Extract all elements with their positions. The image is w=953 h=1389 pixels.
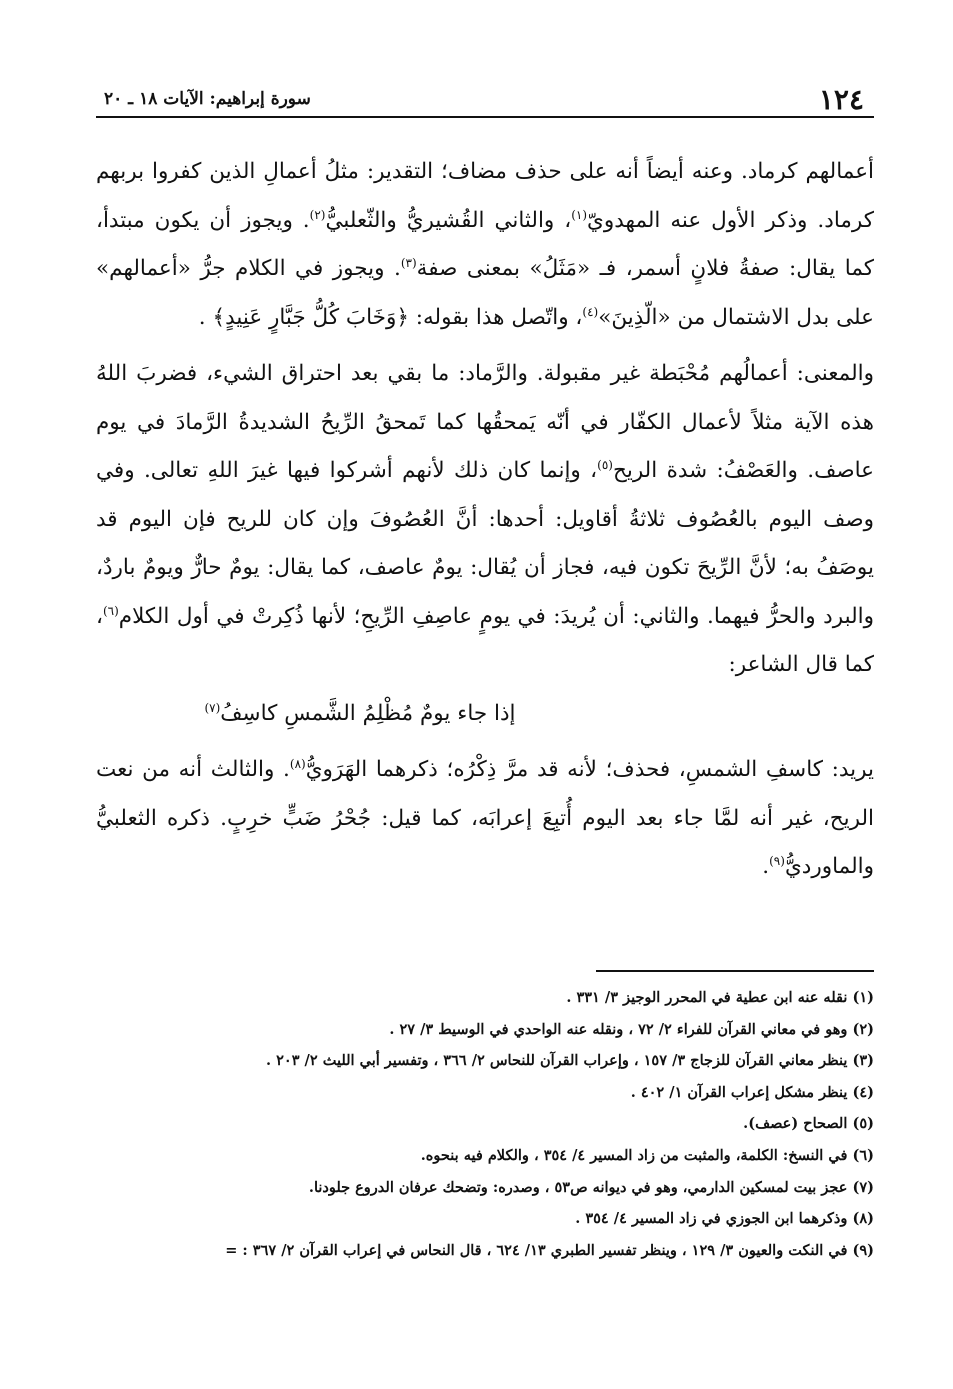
text-run: أعمالهم كرماد. وعنه أيضاً أنه على حذف مضاف؛ التقدير: مثلُ أعمالِ الذين كفروا بربهم كرماد. وذكر الأول عنه المهدويّ	[96, 159, 874, 233]
text-run: ، كما قال الشاعر:	[96, 603, 874, 677]
text-run: ، وإنما كان ذلك لأنهم أشركوا فيها غيرَ اللهِ تعالى. وفي وصف اليوم بالعُصُوف ثلاثةُ أقاويل: أحدها: أنَّ العُصُوفَ وإن كان للريح فإن اليوم قد يوصَفُ به؛ لأنَّ الرِّيحَ تكون فيه، فجاز أن يُقال: يومٌ عاصف، كما يقال: يومٌ حارٌّ ويومٌ باردٌ، والبرد والحرُّ فيهما. والثاني: أن يُريدَ: في يومٍ عاصِفِ الرِّيحِ؛ لأنها ذُكِرتْ في أول الكلام	[96, 458, 874, 629]
footnote-item	[96, 1172, 874, 1204]
footnote-number: (٤)	[852, 1083, 874, 1101]
verse-text: إذا جاء يومٌ مُظْلِمُ الشَّمسِ كاسِفُ	[220, 700, 516, 726]
footnote-item	[96, 1108, 874, 1140]
footnote-ref-8[interactable]: (٨)	[289, 756, 306, 771]
verse-line	[96, 690, 874, 739]
footnote-item	[96, 982, 874, 1014]
footnote-text: ينظر معاني القرآن للزجاج ٣/ ١٥٧ ، وإعراب القرآن للنحاس ٢/ ٣٦٦ ، وتفسير أبي الليث ٢/ ٢٠٣ .	[266, 1052, 848, 1070]
footnotes	[96, 982, 874, 1266]
footnote-number: (٢)	[852, 1020, 874, 1038]
footnote-item	[96, 1203, 874, 1235]
footnote-item	[96, 1140, 874, 1172]
text-run: . والثالث أنه من نعت الريح، غير أنه لمَّا جاء بعد اليوم أُتبِعَ إعرابَه، كما قيل: جُحْرُ ضَبٍّ خرِبٍ. ذكره الثعلبيُّ والماورديُّ	[96, 757, 874, 879]
text-run: . ويجوز أن يكون مبتدأ، كما يقال: صفةُ فلانٍ أسمر، فـ «مَثَلُ» بمعنى صفة	[96, 207, 874, 281]
footnote-number: (٧)	[852, 1178, 874, 1196]
footnote-ref-7[interactable]: (٧)	[204, 700, 221, 715]
text-run: ، والثاني القُشيريُّ والثّعلبيُّ	[325, 207, 572, 233]
main-text	[96, 148, 874, 892]
footnote-number: (٥)	[852, 1115, 874, 1133]
footnote-text: الصحاح (عصف).	[743, 1115, 848, 1133]
footnote-text: في النسخ: الكلمة، والمثبت من زاد المسير ٤/ ٣٥٤ ، والكلام فيه بنحوه.	[420, 1146, 848, 1164]
text-run: والمعنى: أعمالُهم مُحْبَطة غير مقبولة. والرَّماد: ما بقي بعد احتراق الشيء، فضربَ اللهُ هذه الآية مثلاً لأعمال الكفّار في أنّه يَمحقُها كما تَمحقُ الرِّيحُ الشديدةُ الرَّمادَ في يوم عاصف. والعَصْفُ: شدة الريح	[96, 361, 875, 483]
footnote-ref-2[interactable]: (٢)	[309, 207, 326, 222]
footnote-text: وهو في معاني القرآن للفراء ٢/ ٧٢ ، ونقله عنه الواحدي في الوسيط ٣/ ٢٧ .	[389, 1020, 848, 1038]
footnote-number: (٨)	[852, 1210, 874, 1228]
footnote-item	[96, 1014, 874, 1046]
footnote-text: في النكت والعيون ٣/ ١٢٩ ، وينظر تفسير الطبري ١٣/ ٦٢٤ ، قال النحاس في إعراب القرآن ٢/ ٣٦٧ : =	[225, 1241, 848, 1259]
page-number: ١٢٤	[818, 83, 864, 116]
text-run: .	[762, 854, 770, 879]
text-run: يريد: كاسفِ الشمسِ، فحذف؛ لأنه قد مرَّ ذِكْرُه؛ ذكرهما الهَرَويُّ	[305, 757, 874, 782]
footnote-number: (٦)	[852, 1146, 874, 1164]
footnote-text: نقله عنه ابن عطية في المحرر الوجيز ٣/ ٣٣١ .	[566, 989, 848, 1006]
footnote-number: (١)	[852, 989, 874, 1006]
paragraph-3	[96, 746, 874, 892]
page-header	[96, 74, 874, 118]
footnote-number: (٩)	[852, 1241, 874, 1259]
footnote-ref-4[interactable]: (٤)	[582, 304, 599, 319]
footnote-ref-9[interactable]: (٩)	[769, 853, 785, 868]
footnote-text: عجز بيت لمسكين الدارمي، وهو في ديوانه ص٥٣ ، وصدره: وتضحك عرفان الدروع جلودنا.	[308, 1178, 848, 1196]
running-title: سورة إبراهيم: الآيات ١٨ ـ ٢٠	[104, 89, 311, 109]
paragraph-1	[96, 148, 874, 342]
footnote-text: ينظر مشكل إعراب القرآن ١/ ٤٠٢ .	[630, 1083, 848, 1101]
footnote-item	[96, 1235, 874, 1267]
footnote-text: وذكرهما ابن الجوزي في زاد المسير ٤/ ٣٥٤ .	[575, 1210, 848, 1228]
paragraph-2	[96, 350, 874, 690]
text-run: . ويجوز في الكلام جرُّ «أعمالهم» على بدل الاشتمال من «الّذِينَ»	[96, 256, 874, 330]
footnote-ref-3[interactable]: (٣)	[400, 255, 417, 270]
footnote-ref-1[interactable]: (١)	[571, 207, 588, 222]
text-run: ، واتّصل هذا بقوله: ﴿وَخَابَ كُلُّ جَبَّارٍ عَنِيدٍ﴾ .	[198, 304, 583, 330]
footnote-separator	[596, 970, 874, 972]
footnote-ref-6[interactable]: (٦)	[102, 603, 119, 618]
footnote-number: (٣)	[852, 1052, 874, 1070]
footnote-item	[96, 1045, 874, 1077]
footnote-ref-5[interactable]: (٥)	[597, 457, 613, 472]
footnote-item	[96, 1077, 874, 1109]
